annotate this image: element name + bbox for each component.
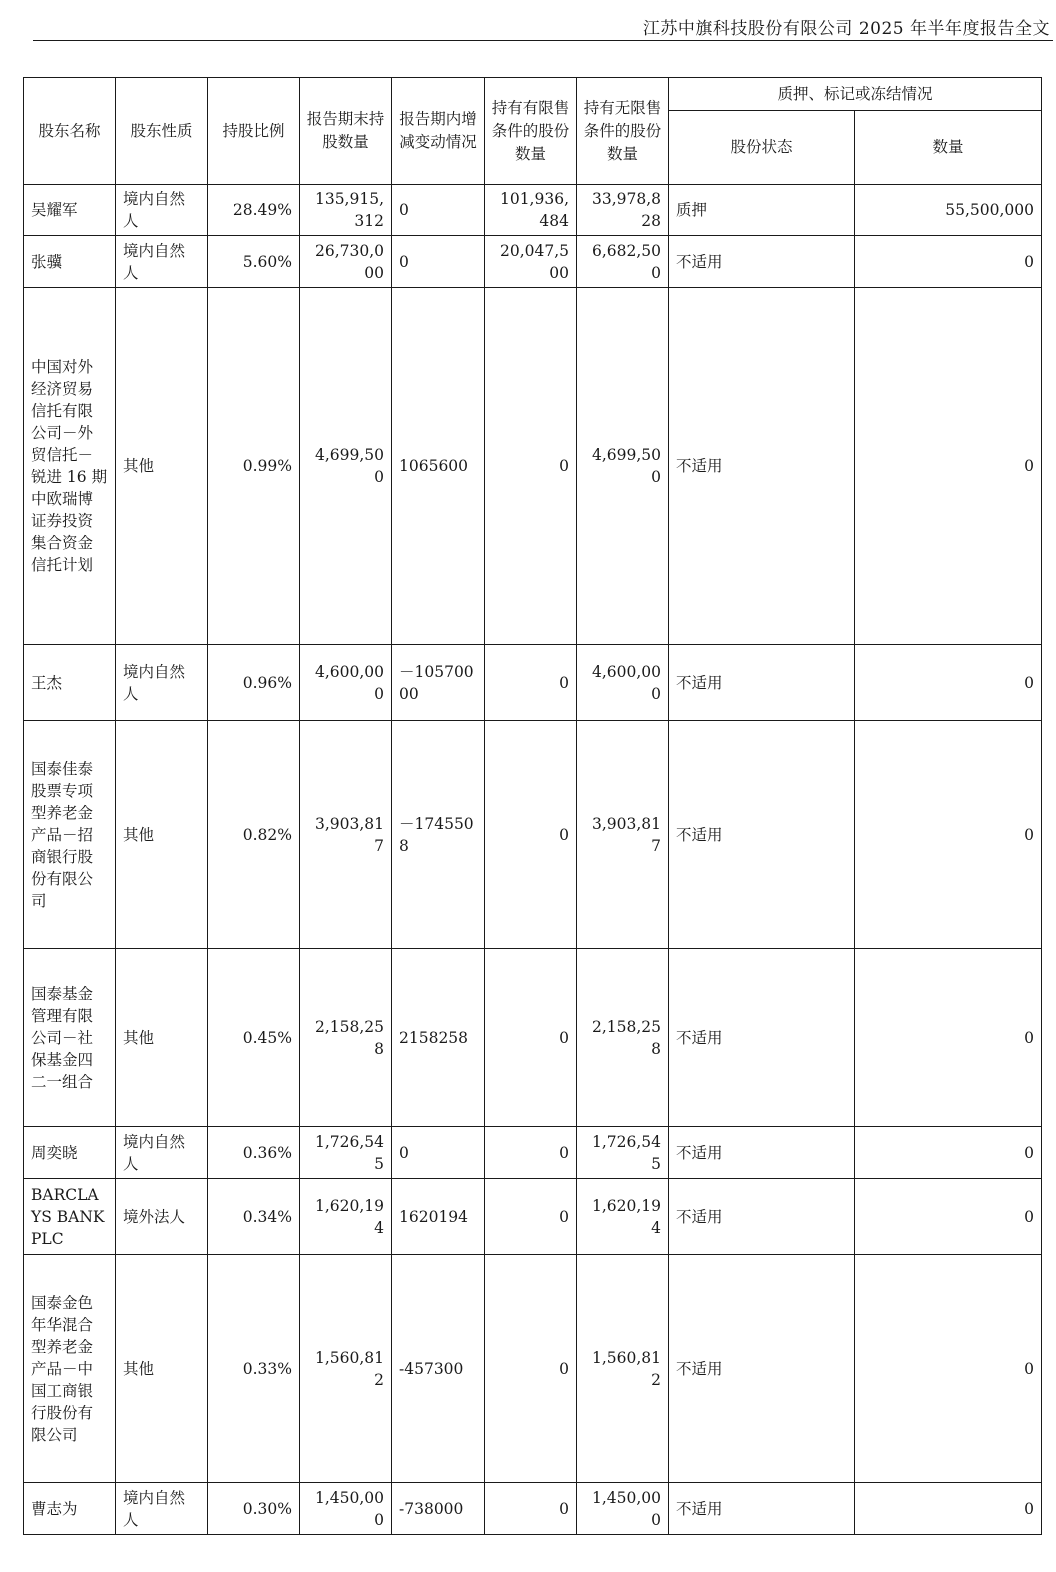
cell-restricted: 101,936,484 (485, 185, 577, 236)
cell-end-shares: 4,699,500 (300, 288, 392, 645)
table-body (24, 185, 1042, 1535)
cell-nature: 境外法人 (116, 1179, 208, 1255)
cell-ratio: 0.82% (208, 721, 300, 949)
cell-change: -738000 (392, 1483, 485, 1535)
cell-ratio: 0.33% (208, 1255, 300, 1483)
cell-pledge-status: 不适用 (669, 288, 855, 645)
cell-change: 0 (392, 1127, 485, 1179)
cell-restricted: 0 (485, 645, 577, 721)
cell-nature: 境内自然人 (116, 1483, 208, 1535)
cell-restricted: 20,047,500 (485, 236, 577, 288)
cell-change: 0 (392, 185, 485, 236)
cell-change: -457300 (392, 1255, 485, 1483)
cell-pledge-status: 不适用 (669, 1255, 855, 1483)
cell-pledge-status: 不适用 (669, 721, 855, 949)
cell-unrestricted: 4,600,000 (577, 645, 669, 721)
header-change: 报告期内增减变动情况 (392, 78, 485, 185)
cell-nature: 其他 (116, 288, 208, 645)
table-row (24, 185, 1042, 236)
header-pledge-status: 股份状态 (669, 111, 855, 185)
cell-unrestricted: 1,726,545 (577, 1127, 669, 1179)
cell-pledge-status: 不适用 (669, 236, 855, 288)
cell-nature: 境内自然人 (116, 1127, 208, 1179)
cell-ratio: 0.34% (208, 1179, 300, 1255)
table-row (24, 1255, 1042, 1483)
cell-change: 0 (392, 236, 485, 288)
cell-name: 张骥 (24, 236, 116, 288)
cell-nature: 其他 (116, 721, 208, 949)
cell-name: 王杰 (24, 645, 116, 721)
table-row (24, 721, 1042, 949)
cell-unrestricted: 3,903,817 (577, 721, 669, 949)
cell-unrestricted: 4,699,500 (577, 288, 669, 645)
cell-pledge-qty: 0 (855, 1127, 1042, 1179)
cell-restricted: 0 (485, 1179, 577, 1255)
header-pledge-group: 质押、标记或冻结情况 (669, 78, 1042, 111)
cell-restricted: 0 (485, 1255, 577, 1483)
cell-change: 2158258 (392, 949, 485, 1127)
cell-ratio: 0.99% (208, 288, 300, 645)
header-end-shares: 报告期末持股数量 (300, 78, 392, 185)
cell-restricted: 0 (485, 1127, 577, 1179)
cell-pledge-qty: 0 (855, 949, 1042, 1127)
table-row (24, 1179, 1042, 1255)
header-name: 股东名称 (24, 78, 116, 185)
cell-end-shares: 4,600,000 (300, 645, 392, 721)
cell-unrestricted: 33,978,828 (577, 185, 669, 236)
cell-end-shares: 1,450,000 (300, 1483, 392, 1535)
table-row (24, 645, 1042, 721)
cell-end-shares: 1,620,194 (300, 1179, 392, 1255)
cell-nature: 境内自然人 (116, 236, 208, 288)
cell-restricted: 0 (485, 949, 577, 1127)
cell-end-shares: 26,730,000 (300, 236, 392, 288)
header-nature: 股东性质 (116, 78, 208, 185)
header-ratio: 持股比例 (208, 78, 300, 185)
cell-pledge-status: 不适用 (669, 1483, 855, 1535)
page-header-title: 江苏中旗科技股份有限公司 2025 年半年度报告全文 (642, 19, 1050, 39)
cell-pledge-qty: 0 (855, 721, 1042, 949)
cell-restricted: 0 (485, 288, 577, 645)
cell-end-shares: 3,903,817 (300, 721, 392, 949)
cell-pledge-qty: 55,500,000 (855, 185, 1042, 236)
cell-pledge-status: 不适用 (669, 1127, 855, 1179)
cell-pledge-qty: 0 (855, 1255, 1042, 1483)
shareholder-table (23, 77, 1042, 1535)
table-row (24, 236, 1042, 288)
header-unrestricted: 持有无限售条件的股份数量 (577, 78, 669, 185)
table-row (24, 288, 1042, 645)
cell-ratio: 0.96% (208, 645, 300, 721)
header-rule (33, 40, 1053, 41)
cell-name: 国泰金色年华混合型养老金产品－中国工商银行股份有限公司 (24, 1255, 116, 1483)
cell-end-shares: 135,915,312 (300, 185, 392, 236)
cell-nature: 其他 (116, 1255, 208, 1483)
cell-restricted: 0 (485, 1483, 577, 1535)
cell-ratio: 5.60% (208, 236, 300, 288)
table-row (24, 1127, 1042, 1179)
cell-pledge-qty: 0 (855, 1179, 1042, 1255)
cell-pledge-qty: 0 (855, 1483, 1042, 1535)
cell-pledge-qty: 0 (855, 645, 1042, 721)
cell-ratio: 0.36% (208, 1127, 300, 1179)
cell-name: 中国对外经济贸易信托有限公司－外贸信托－锐进 16 期中欧瑞博证券投资集合资金信托计划 (24, 288, 116, 645)
cell-nature: 境内自然人 (116, 645, 208, 721)
cell-restricted: 0 (485, 721, 577, 949)
cell-change: －10570000 (392, 645, 485, 721)
cell-name: 国泰佳泰股票专项型养老金产品－招商银行股份有限公司 (24, 721, 116, 949)
cell-unrestricted: 1,560,812 (577, 1255, 669, 1483)
header-restricted: 持有有限售条件的股份数量 (485, 78, 577, 185)
cell-unrestricted: 6,682,500 (577, 236, 669, 288)
cell-pledge-qty: 0 (855, 236, 1042, 288)
cell-name: BARCLAYS BANK PLC (24, 1179, 116, 1255)
cell-name: 周奕晓 (24, 1127, 116, 1179)
table-row (24, 949, 1042, 1127)
header-pledge-qty: 数量 (855, 111, 1042, 185)
cell-name: 国泰基金管理有限公司－社保基金四二一组合 (24, 949, 116, 1127)
cell-nature: 其他 (116, 949, 208, 1127)
cell-ratio: 0.30% (208, 1483, 300, 1535)
cell-pledge-status: 不适用 (669, 949, 855, 1127)
cell-pledge-status: 不适用 (669, 1179, 855, 1255)
cell-name: 曹志为 (24, 1483, 116, 1535)
cell-ratio: 0.45% (208, 949, 300, 1127)
cell-unrestricted: 2,158,258 (577, 949, 669, 1127)
cell-end-shares: 1,560,812 (300, 1255, 392, 1483)
cell-unrestricted: 1,450,000 (577, 1483, 669, 1535)
cell-ratio: 28.49% (208, 185, 300, 236)
cell-unrestricted: 1,620,194 (577, 1179, 669, 1255)
table-header (24, 78, 1042, 185)
cell-pledge-qty: 0 (855, 288, 1042, 645)
cell-name: 吴耀军 (24, 185, 116, 236)
cell-change: －1745508 (392, 721, 485, 949)
cell-change: 1065600 (392, 288, 485, 645)
cell-change: 1620194 (392, 1179, 485, 1255)
table-row (24, 1483, 1042, 1535)
cell-pledge-status: 质押 (669, 185, 855, 236)
cell-pledge-status: 不适用 (669, 645, 855, 721)
cell-end-shares: 1,726,545 (300, 1127, 392, 1179)
cell-end-shares: 2,158,258 (300, 949, 392, 1127)
cell-nature: 境内自然人 (116, 185, 208, 236)
